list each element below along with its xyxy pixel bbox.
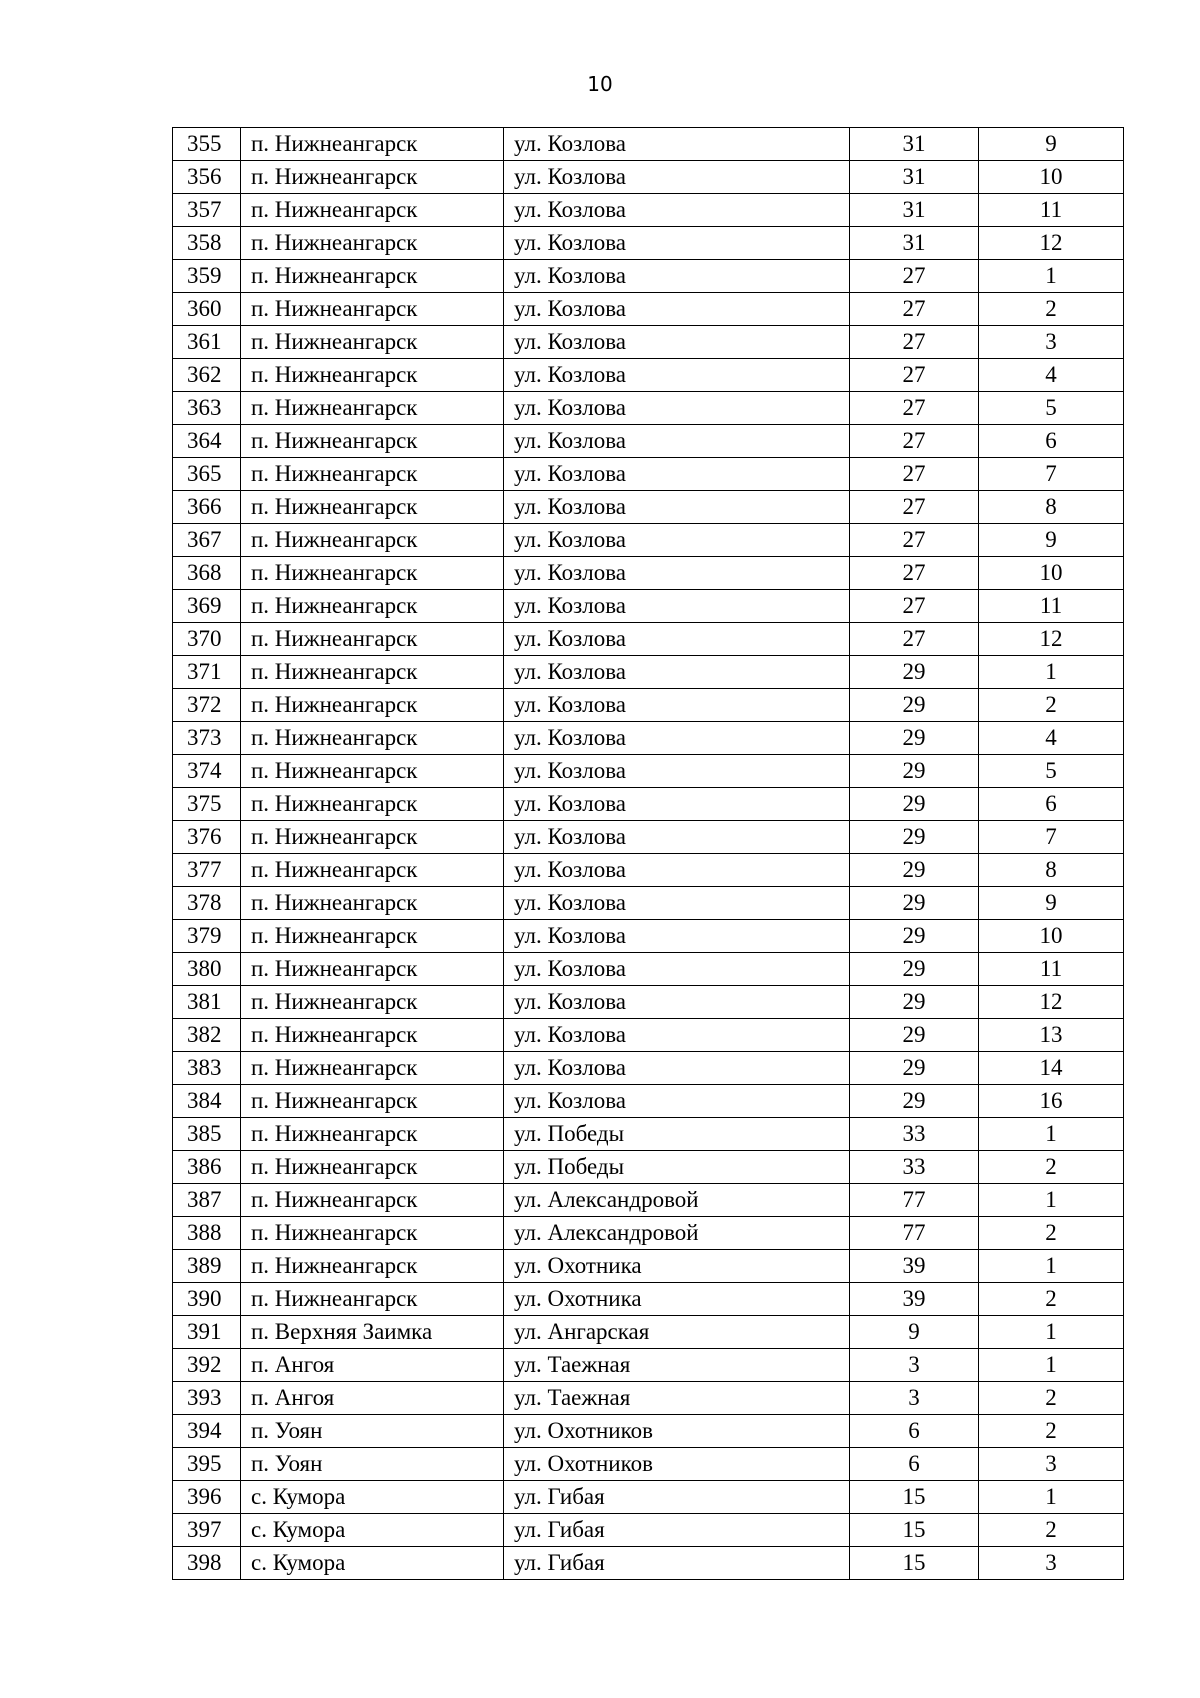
table-row <box>173 128 1124 161</box>
street-cell: ул. Победы <box>504 1151 850 1184</box>
house-number-cell: 31 <box>850 227 979 260</box>
apartment-number-cell: 3 <box>979 1547 1124 1580</box>
row-number: 367 <box>173 524 241 557</box>
house-number-cell: 77 <box>850 1217 979 1250</box>
row-number: 389 <box>173 1250 241 1283</box>
street-cell: ул. Охотника <box>504 1283 850 1316</box>
locality-cell: с. Кумора <box>241 1481 504 1514</box>
locality-cell: п. Нижнеангарск <box>241 557 504 590</box>
row-number: 358 <box>173 227 241 260</box>
apartment-number-cell: 1 <box>979 1481 1124 1514</box>
house-number-cell: 29 <box>850 656 979 689</box>
locality-cell: п. Нижнеангарск <box>241 392 504 425</box>
apartment-number-cell: 12 <box>979 227 1124 260</box>
house-number-cell: 27 <box>850 260 979 293</box>
street-cell: ул. Козлова <box>504 1052 850 1085</box>
row-number: 361 <box>173 326 241 359</box>
apartment-number-cell: 12 <box>979 986 1124 1019</box>
apartment-number-cell: 7 <box>979 821 1124 854</box>
street-cell: ул. Козлова <box>504 491 850 524</box>
table-row <box>173 1514 1124 1547</box>
table-row <box>173 1283 1124 1316</box>
row-number: 385 <box>173 1118 241 1151</box>
table-row <box>173 1217 1124 1250</box>
street-cell: ул. Козлова <box>504 1019 850 1052</box>
locality-cell: п. Нижнеангарск <box>241 1184 504 1217</box>
locality-cell: п. Нижнеангарск <box>241 458 504 491</box>
row-number: 381 <box>173 986 241 1019</box>
street-cell: ул. Козлова <box>504 689 850 722</box>
house-number-cell: 3 <box>850 1382 979 1415</box>
locality-cell: п. Уоян <box>241 1415 504 1448</box>
table-row <box>173 1184 1124 1217</box>
apartment-number-cell: 12 <box>979 623 1124 656</box>
locality-cell: п. Нижнеангарск <box>241 1118 504 1151</box>
house-number-cell: 27 <box>850 359 979 392</box>
apartment-number-cell: 5 <box>979 392 1124 425</box>
house-number-cell: 6 <box>850 1415 979 1448</box>
house-number-cell: 31 <box>850 194 979 227</box>
house-number-cell: 39 <box>850 1283 979 1316</box>
apartment-number-cell: 2 <box>979 1382 1124 1415</box>
table-row <box>173 920 1124 953</box>
house-number-cell: 29 <box>850 1085 979 1118</box>
house-number-cell: 31 <box>850 161 979 194</box>
table-row <box>173 161 1124 194</box>
row-number: 396 <box>173 1481 241 1514</box>
apartment-number-cell: 3 <box>979 1448 1124 1481</box>
house-number-cell: 33 <box>850 1151 979 1184</box>
row-number: 359 <box>173 260 241 293</box>
apartment-number-cell: 1 <box>979 1250 1124 1283</box>
locality-cell: п. Нижнеангарск <box>241 425 504 458</box>
locality-cell: п. Нижнеангарск <box>241 1283 504 1316</box>
locality-cell: с. Кумора <box>241 1547 504 1580</box>
row-number: 371 <box>173 656 241 689</box>
apartment-number-cell: 2 <box>979 689 1124 722</box>
table-row <box>173 1019 1124 1052</box>
locality-cell: п. Нижнеангарск <box>241 821 504 854</box>
table-row <box>173 656 1124 689</box>
apartment-number-cell: 1 <box>979 1349 1124 1382</box>
street-cell: ул. Козлова <box>504 392 850 425</box>
row-number: 355 <box>173 128 241 161</box>
row-number: 369 <box>173 590 241 623</box>
row-number: 377 <box>173 854 241 887</box>
house-number-cell: 6 <box>850 1448 979 1481</box>
locality-cell: п. Нижнеангарск <box>241 524 504 557</box>
table-row <box>173 1382 1124 1415</box>
street-cell: ул. Козлова <box>504 821 850 854</box>
table-row <box>173 854 1124 887</box>
street-cell: ул. Ангарская <box>504 1316 850 1349</box>
street-cell: ул. Козлова <box>504 425 850 458</box>
row-number: 397 <box>173 1514 241 1547</box>
row-number: 379 <box>173 920 241 953</box>
street-cell: ул. Козлова <box>504 194 850 227</box>
street-cell: ул. Козлова <box>504 920 850 953</box>
street-cell: ул. Таежная <box>504 1382 850 1415</box>
house-number-cell: 27 <box>850 623 979 656</box>
house-number-cell: 29 <box>850 788 979 821</box>
apartment-number-cell: 16 <box>979 1085 1124 1118</box>
row-number: 387 <box>173 1184 241 1217</box>
table-row <box>173 227 1124 260</box>
street-cell: ул. Козлова <box>504 359 850 392</box>
locality-cell: п. Нижнеангарск <box>241 656 504 689</box>
house-number-cell: 31 <box>850 128 979 161</box>
row-number: 366 <box>173 491 241 524</box>
house-number-cell: 27 <box>850 590 979 623</box>
apartment-number-cell: 9 <box>979 128 1124 161</box>
apartment-number-cell: 8 <box>979 491 1124 524</box>
apartment-number-cell: 3 <box>979 326 1124 359</box>
locality-cell: п. Ангоя <box>241 1382 504 1415</box>
locality-cell: п. Нижнеангарск <box>241 491 504 524</box>
apartment-number-cell: 2 <box>979 1217 1124 1250</box>
street-cell: ул. Александровой <box>504 1217 850 1250</box>
locality-cell: п. Верхняя Заимка <box>241 1316 504 1349</box>
locality-cell: п. Нижнеангарск <box>241 1250 504 1283</box>
street-cell: ул. Козлова <box>504 1085 850 1118</box>
apartment-number-cell: 11 <box>979 953 1124 986</box>
locality-cell: п. Нижнеангарск <box>241 227 504 260</box>
street-cell: ул. Козлова <box>504 590 850 623</box>
table-row <box>173 194 1124 227</box>
row-number: 393 <box>173 1382 241 1415</box>
house-number-cell: 29 <box>850 986 979 1019</box>
row-number: 384 <box>173 1085 241 1118</box>
house-number-cell: 39 <box>850 1250 979 1283</box>
table-row <box>173 359 1124 392</box>
house-number-cell: 29 <box>850 887 979 920</box>
apartment-number-cell: 9 <box>979 887 1124 920</box>
row-number: 356 <box>173 161 241 194</box>
street-cell: ул. Козлова <box>504 227 850 260</box>
street-cell: ул. Козлова <box>504 524 850 557</box>
table-row <box>173 887 1124 920</box>
locality-cell: п. Нижнеангарск <box>241 986 504 1019</box>
table-row <box>173 986 1124 1019</box>
street-cell: ул. Козлова <box>504 656 850 689</box>
table-row <box>173 326 1124 359</box>
locality-cell: п. Нижнеангарск <box>241 953 504 986</box>
table-row <box>173 755 1124 788</box>
house-number-cell: 15 <box>850 1514 979 1547</box>
locality-cell: п. Нижнеангарск <box>241 293 504 326</box>
house-number-cell: 3 <box>850 1349 979 1382</box>
row-number: 388 <box>173 1217 241 1250</box>
row-number: 368 <box>173 557 241 590</box>
table-row <box>173 260 1124 293</box>
locality-cell: п. Нижнеангарск <box>241 887 504 920</box>
table-row <box>173 788 1124 821</box>
row-number: 391 <box>173 1316 241 1349</box>
street-cell: ул. Охотника <box>504 1250 850 1283</box>
house-number-cell: 15 <box>850 1547 979 1580</box>
table-row <box>173 557 1124 590</box>
locality-cell: п. Нижнеангарск <box>241 623 504 656</box>
house-number-cell: 29 <box>850 722 979 755</box>
house-number-cell: 29 <box>850 755 979 788</box>
street-cell: ул. Козлова <box>504 293 850 326</box>
apartment-number-cell: 1 <box>979 656 1124 689</box>
locality-cell: п. Нижнеангарск <box>241 161 504 194</box>
street-cell: ул. Козлова <box>504 326 850 359</box>
street-cell: ул. Александровой <box>504 1184 850 1217</box>
house-number-cell: 27 <box>850 491 979 524</box>
locality-cell: п. Нижнеангарск <box>241 755 504 788</box>
row-number: 392 <box>173 1349 241 1382</box>
row-number: 363 <box>173 392 241 425</box>
house-number-cell: 27 <box>850 524 979 557</box>
locality-cell: п. Нижнеангарск <box>241 788 504 821</box>
apartment-number-cell: 6 <box>979 425 1124 458</box>
table-row <box>173 458 1124 491</box>
apartment-number-cell: 1 <box>979 1184 1124 1217</box>
row-number: 382 <box>173 1019 241 1052</box>
row-number: 375 <box>173 788 241 821</box>
house-number-cell: 29 <box>850 920 979 953</box>
row-number: 398 <box>173 1547 241 1580</box>
row-number: 383 <box>173 1052 241 1085</box>
street-cell: ул. Козлова <box>504 128 850 161</box>
apartment-number-cell: 2 <box>979 293 1124 326</box>
street-cell: ул. Гибая <box>504 1481 850 1514</box>
house-number-cell: 29 <box>850 821 979 854</box>
apartment-number-cell: 4 <box>979 359 1124 392</box>
row-number: 386 <box>173 1151 241 1184</box>
row-number: 390 <box>173 1283 241 1316</box>
street-cell: ул. Козлова <box>504 722 850 755</box>
apartment-number-cell: 9 <box>979 524 1124 557</box>
locality-cell: п. Нижнеангарск <box>241 359 504 392</box>
table-row <box>173 590 1124 623</box>
table-row <box>173 1481 1124 1514</box>
apartment-number-cell: 1 <box>979 1316 1124 1349</box>
page-number: 10 <box>587 72 613 96</box>
street-cell: ул. Охотников <box>504 1415 850 1448</box>
row-number: 376 <box>173 821 241 854</box>
apartment-number-cell: 8 <box>979 854 1124 887</box>
apartment-number-cell: 10 <box>979 161 1124 194</box>
street-cell: ул. Козлова <box>504 458 850 491</box>
apartment-number-cell: 11 <box>979 590 1124 623</box>
apartment-number-cell: 2 <box>979 1415 1124 1448</box>
street-cell: ул. Гибая <box>504 1547 850 1580</box>
house-number-cell: 15 <box>850 1481 979 1514</box>
apartment-number-cell: 4 <box>979 722 1124 755</box>
apartment-number-cell: 6 <box>979 788 1124 821</box>
table-row <box>173 1448 1124 1481</box>
street-cell: ул. Козлова <box>504 623 850 656</box>
row-number: 364 <box>173 425 241 458</box>
table-row <box>173 1052 1124 1085</box>
table-row <box>173 491 1124 524</box>
table-row <box>173 293 1124 326</box>
house-number-cell: 27 <box>850 392 979 425</box>
house-number-cell: 29 <box>850 689 979 722</box>
apartment-number-cell: 1 <box>979 260 1124 293</box>
table-row <box>173 1085 1124 1118</box>
table-row <box>173 1349 1124 1382</box>
street-cell: ул. Козлова <box>504 755 850 788</box>
table-row <box>173 1250 1124 1283</box>
table-row <box>173 1547 1124 1580</box>
locality-cell: п. Нижнеангарск <box>241 920 504 953</box>
row-number: 394 <box>173 1415 241 1448</box>
street-cell: ул. Козлова <box>504 788 850 821</box>
street-cell: ул. Таежная <box>504 1349 850 1382</box>
row-number: 365 <box>173 458 241 491</box>
locality-cell: п. Нижнеангарск <box>241 1151 504 1184</box>
apartment-number-cell: 10 <box>979 557 1124 590</box>
street-cell: ул. Охотников <box>504 1448 850 1481</box>
table-row <box>173 1316 1124 1349</box>
house-number-cell: 27 <box>850 458 979 491</box>
apartment-number-cell: 7 <box>979 458 1124 491</box>
apartment-number-cell: 1 <box>979 1118 1124 1151</box>
house-number-cell: 29 <box>850 953 979 986</box>
address-table-body <box>173 128 1124 1580</box>
street-cell: ул. Козлова <box>504 887 850 920</box>
row-number: 362 <box>173 359 241 392</box>
house-number-cell: 77 <box>850 1184 979 1217</box>
locality-cell: п. Нижнеангарск <box>241 326 504 359</box>
locality-cell: п. Ангоя <box>241 1349 504 1382</box>
row-number: 378 <box>173 887 241 920</box>
house-number-cell: 27 <box>850 326 979 359</box>
street-cell: ул. Козлова <box>504 953 850 986</box>
street-cell: ул. Гибая <box>504 1514 850 1547</box>
locality-cell: п. Нижнеангарск <box>241 590 504 623</box>
row-number: 374 <box>173 755 241 788</box>
apartment-number-cell: 10 <box>979 920 1124 953</box>
house-number-cell: 29 <box>850 1052 979 1085</box>
street-cell: ул. Козлова <box>504 260 850 293</box>
row-number: 357 <box>173 194 241 227</box>
locality-cell: п. Нижнеангарск <box>241 854 504 887</box>
locality-cell: п. Нижнеангарск <box>241 194 504 227</box>
table-row <box>173 689 1124 722</box>
house-number-cell: 29 <box>850 854 979 887</box>
street-cell: ул. Козлова <box>504 854 850 887</box>
locality-cell: п. Нижнеангарск <box>241 1085 504 1118</box>
house-number-cell: 27 <box>850 293 979 326</box>
apartment-number-cell: 2 <box>979 1514 1124 1547</box>
street-cell: ул. Победы <box>504 1118 850 1151</box>
apartment-number-cell: 13 <box>979 1019 1124 1052</box>
locality-cell: п. Нижнеангарск <box>241 1217 504 1250</box>
row-number: 372 <box>173 689 241 722</box>
apartment-number-cell: 2 <box>979 1151 1124 1184</box>
house-number-cell: 29 <box>850 1019 979 1052</box>
house-number-cell: 33 <box>850 1118 979 1151</box>
apartment-number-cell: 14 <box>979 1052 1124 1085</box>
street-cell: ул. Козлова <box>504 557 850 590</box>
locality-cell: п. Нижнеангарск <box>241 1019 504 1052</box>
table-row <box>173 1118 1124 1151</box>
house-number-cell: 27 <box>850 557 979 590</box>
locality-cell: п. Уоян <box>241 1448 504 1481</box>
table-row <box>173 1415 1124 1448</box>
table-row <box>173 623 1124 656</box>
table-row <box>173 821 1124 854</box>
locality-cell: п. Нижнеангарск <box>241 260 504 293</box>
table-row <box>173 1151 1124 1184</box>
locality-cell: п. Нижнеангарск <box>241 128 504 161</box>
row-number: 360 <box>173 293 241 326</box>
table-row <box>173 425 1124 458</box>
locality-cell: п. Нижнеангарск <box>241 1052 504 1085</box>
row-number: 395 <box>173 1448 241 1481</box>
table-row <box>173 392 1124 425</box>
apartment-number-cell: 5 <box>979 755 1124 788</box>
table-row <box>173 953 1124 986</box>
locality-cell: п. Нижнеангарск <box>241 689 504 722</box>
street-cell: ул. Козлова <box>504 986 850 1019</box>
row-number: 373 <box>173 722 241 755</box>
locality-cell: с. Кумора <box>241 1514 504 1547</box>
apartment-number-cell: 2 <box>979 1283 1124 1316</box>
row-number: 380 <box>173 953 241 986</box>
locality-cell: п. Нижнеангарск <box>241 722 504 755</box>
address-table <box>172 127 1124 1580</box>
apartment-number-cell: 11 <box>979 194 1124 227</box>
row-number: 370 <box>173 623 241 656</box>
street-cell: ул. Козлова <box>504 161 850 194</box>
house-number-cell: 27 <box>850 425 979 458</box>
table-row <box>173 722 1124 755</box>
house-number-cell: 9 <box>850 1316 979 1349</box>
table-row <box>173 524 1124 557</box>
